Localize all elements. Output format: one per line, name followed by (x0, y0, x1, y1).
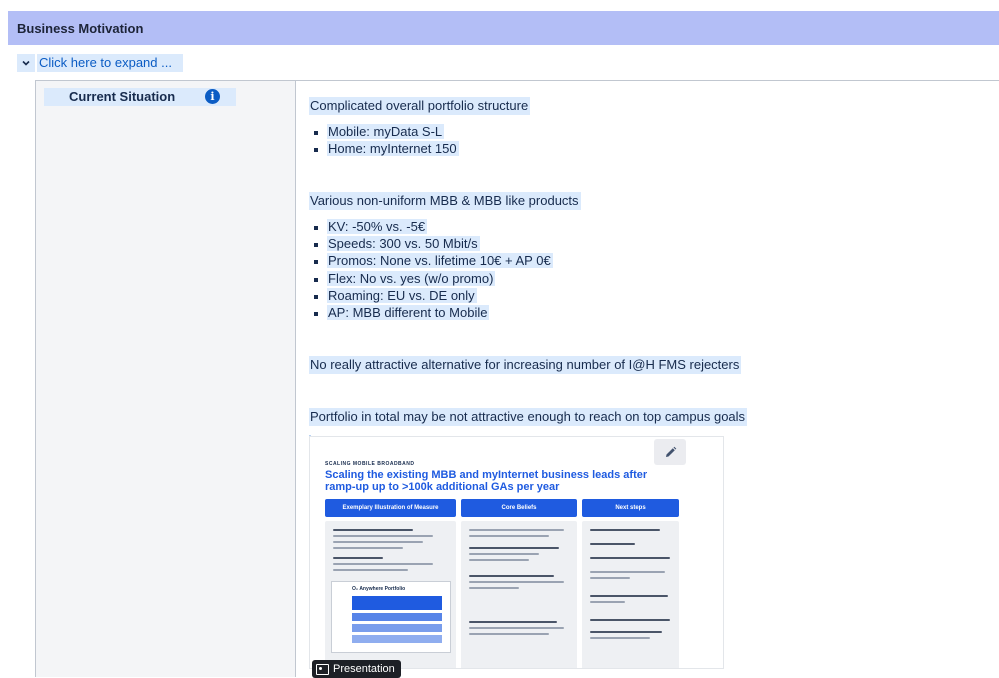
slide-panel-beliefs (461, 521, 577, 669)
paragraph-no-alternative: No really attractive alternative for increasing number of I@H FMS rejecters (310, 357, 740, 372)
products-list (309, 218, 553, 321)
slide-box-measure: Exemplary Illustration of Measure (325, 499, 456, 517)
slide-kicker: SCALING MOBILE BROADBAND (325, 461, 415, 467)
presentation-badge (312, 660, 401, 678)
info-icon[interactable]: i (205, 89, 220, 104)
list-item: Flex: No vs. yes (w/o promo) (309, 270, 553, 287)
expand-link[interactable]: Click here to expand ... (37, 54, 183, 72)
list-item: Roaming: EU vs. DE only (309, 287, 553, 304)
list-item: Mobile: myData S-L (309, 123, 459, 140)
situation-table (35, 80, 999, 677)
list-item: AP: MBB different to Mobile (309, 304, 553, 321)
portfolio-list (309, 123, 459, 157)
edit-button[interactable] (654, 439, 686, 465)
list-item: KV: -50% vs. -5€ (309, 218, 553, 235)
paragraph-non-uniform-products: Various non-uniform MBB & MBB like products (310, 193, 579, 208)
slide-panel-measure (325, 521, 456, 669)
list-item: Promos: None vs. lifetime 10€ + AP 0€ (309, 252, 553, 269)
list-item: Speeds: 300 vs. 50 Mbit/s (309, 235, 553, 252)
slide-panel-next-steps (582, 521, 679, 669)
mini-portfolio-table (331, 581, 451, 653)
current-situation-label: Current Situation (44, 88, 236, 106)
presentation-preview[interactable] (309, 436, 724, 669)
mini-table-title: O₂ Anywhere Portfolio (352, 586, 406, 592)
table-header-cell (36, 81, 296, 677)
section-header (8, 11, 999, 45)
slide-box-next-steps: Next steps (582, 499, 679, 517)
paragraph-portfolio-structure: Complicated overall portfolio structure (310, 98, 529, 113)
presentation-icon (316, 664, 329, 675)
list-item: Home: myInternet 150 (309, 140, 459, 157)
slide-box-beliefs: Core Beliefs (461, 499, 577, 517)
pencil-icon (664, 446, 677, 459)
section-title: Business Motivation (17, 20, 144, 36)
expand-toggle[interactable] (17, 54, 183, 72)
chevron-down-icon[interactable] (17, 54, 35, 72)
presentation-label: Presentation (333, 663, 395, 675)
paragraph-campus-goals: Portfolio in total may be not attractive enough to reach on top campus goals (310, 409, 746, 424)
slide-title: Scaling the existing MBB and myInternet business leads after ramp-up up to >100k additional GAs per year (325, 469, 648, 493)
